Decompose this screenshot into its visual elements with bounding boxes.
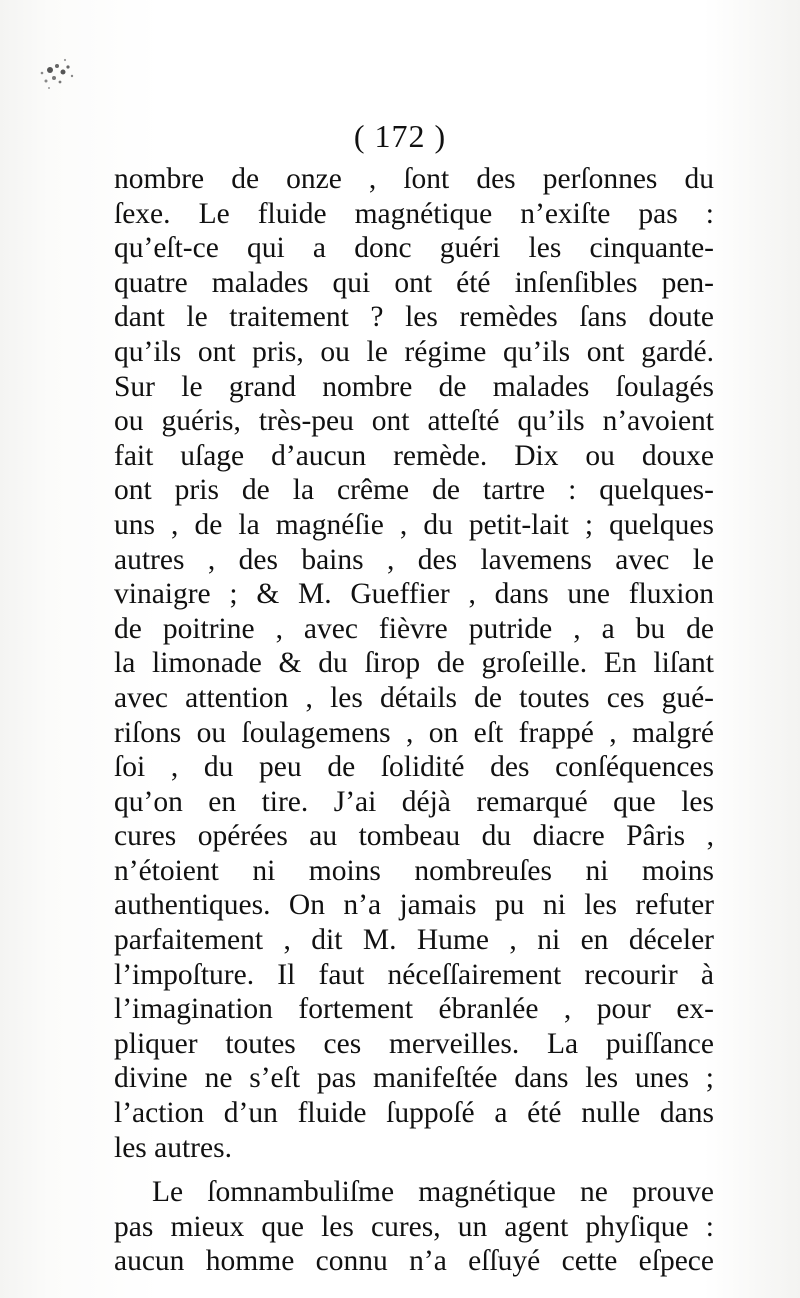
text-line: de poitrine , avec fièvre putride , a bu de [114, 612, 714, 645]
text-line: vinaigre ; & M. Gueffier , dans une fluxion [114, 578, 714, 611]
text-line: qu’eſt-ce qui a donc guéri les cinquante- [114, 232, 714, 265]
text-line: ont pris de la crême de tartre : quelques- [114, 474, 714, 507]
text-line: Le ſomnambuliſme magnétique ne prouve [152, 1176, 714, 1209]
text-line: ſoi , du peu de ſolidité des conſéquences [114, 751, 714, 784]
text-line: pas mieux que les cures, un agent phyſique : [114, 1210, 714, 1243]
page-number: ( 172 ) [353, 118, 447, 154]
text-line: avec attention , les détails de toutes ces gué- [114, 681, 714, 714]
body-text [114, 162, 714, 1279]
text-line: pliquer toutes ces merveilles. La puiſſance [114, 1027, 714, 1060]
text-line: ou guéris, très-peu ont atteſté qu’ils n’avoient [114, 405, 714, 438]
text-line: ſexe. Le fluide magnétique n’exiſte pas : [114, 197, 714, 230]
text-line: uns , de la magnéſie , du petit-lait ; quelques [114, 508, 714, 541]
paragraph-gap [114, 1165, 714, 1175]
text-line: n’étoient ni moins nombreuſes ni moins [114, 854, 714, 887]
text-line: divine ne s’eſt pas manifeſtée dans les unes ; [114, 1062, 714, 1095]
text-line: nombre de onze , ſont des perſonnes du [114, 163, 714, 195]
text-line: l’impoſture. Il faut néceſſairement recourir à [114, 958, 714, 991]
text-line: fait uſage d’aucun remède. Dix ou douxe [114, 439, 714, 472]
text-line: cures opérées au tombeau du diacre Pâris , [114, 820, 714, 853]
text-line: riſons ou ſoulagemens , on eſt frappé , malgré [114, 716, 714, 749]
text-line: l’action d’un fluide ſuppoſé a été nulle dans [114, 1097, 714, 1130]
text-line: qu’on en tire. J’ai déjà remarqué que les [114, 785, 714, 818]
text-line: Sur le grand nombre de malades ſoulagés [114, 370, 714, 403]
text-line: aucun homme connu n’a eſſuyé cette eſpece [114, 1245, 714, 1278]
text-line: les autres. [114, 1131, 232, 1164]
text-line: la limonade & du ſirop de groſeille. En liſant [114, 647, 714, 680]
text-line: l’imagination fortement ébranlée , pour ex- [114, 993, 714, 1026]
text-line: parfaitement , dit M. Hume , ni en déceler [114, 924, 714, 957]
text-line: qu’ils ont pris, ou le régime qu’ils ont gardé. [114, 335, 714, 368]
text-line: quatre malades qui ont été inſenſibles pen- [114, 266, 714, 299]
text-line: autres , des bains , des lavemens avec le [114, 543, 714, 576]
text-line: dant le traitement ? les remèdes ſans doute [114, 301, 714, 334]
ink-blot-mark [30, 48, 90, 108]
text-line: authentiques. On n’a jamais pu ni les refuter [114, 889, 714, 922]
